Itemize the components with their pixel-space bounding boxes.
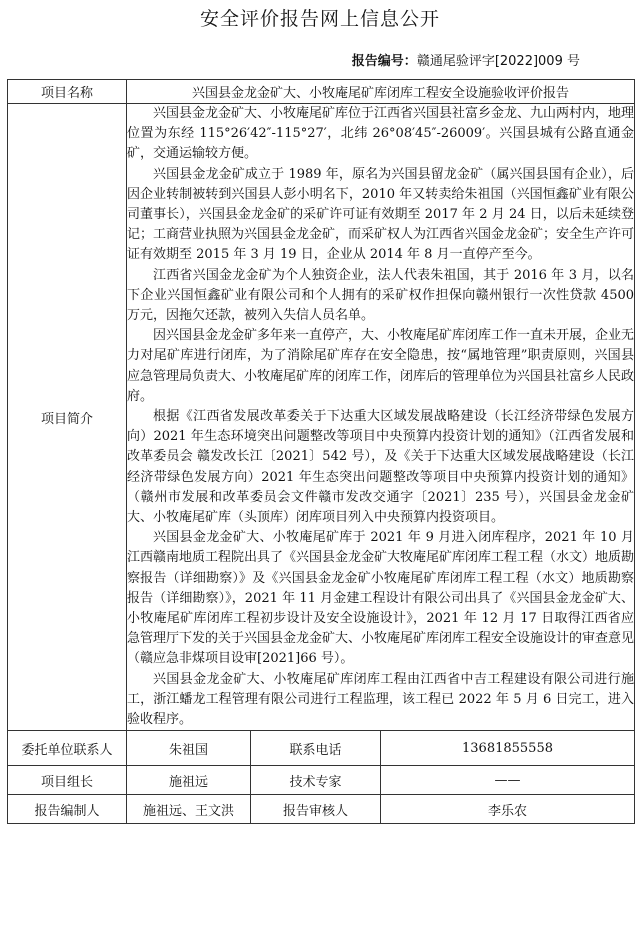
contact-value: 朱祖国 [127, 731, 251, 766]
intro-paragraph: 兴国县金龙金矿大、小牧庵尾矿库于 2021 年 9 月进入闭库程序，2021 年 10 月江西赣南地质工程院出具了《兴国县金龙金矿大牧庵尾矿库闭库工程工程（水文）地质勘察报告（详细勘察）》及《兴国县金龙金矿小牧庵尾矿库闭库工程工程（水文）地质勘察报告（详细勘察）》，2021 年 11 月金建工程设计有限公司出具了《兴国县金龙金矿大、小牧庵尾矿库闭库工程初步设计及安全设施设计》，2021 年 12 月 17 日取得江西省应急管理厅下发的关于兴国县金龙金矿大、小牧庵尾矿库闭库工程安全设施设计的审查意见（赣应急非煤项目设审[2021]66 号）。 [127, 530, 635, 667]
phone-value: 13681855558 [381, 731, 635, 766]
project-name-label: 项目名称 [8, 80, 127, 104]
report-number-label: 报告编号： [351, 54, 417, 69]
leader-label: 项目组长 [8, 766, 127, 795]
project-intro-row [8, 104, 635, 731]
project-name-value: 兴国县金龙金矿大、小牧庵尾矿库闭库工程安全设施验收评价报告 [127, 80, 635, 104]
reviewer-value: 李乐农 [381, 795, 635, 824]
info-table [7, 79, 635, 824]
contact-label: 委托单位联系人 [8, 731, 127, 766]
intro-paragraph: 兴国县金龙金矿大、小牧庵尾矿库位于江西省兴国县社富乡金龙、九山两村内，地理位置为东经 115°26′42″-115°27′，北纬 26°08′45″-26009′。兴国县城有公路直通金矿，交通运输较方便。 [127, 106, 635, 162]
intro-paragraph: 江西省兴国金龙金矿为个人独资企业，法人代表朱祖国，其于 2016 年 3 月，以名下企业兴国恒鑫矿业有限公司和个人拥有的采矿权作担保向赣州银行一次性贷款 4500 万元，因拖欠还款，被列入失信人员名单。 [127, 267, 635, 324]
report-number-value: 赣通尾验评字[2022]009 号 [416, 54, 580, 69]
intro-paragraph: 兴国县金龙金矿大、小牧庵尾矿库闭库工程由江西省中吉工程建设有限公司进行施工，浙江蟠龙工程管理有限公司进行工程监理，该工程已 2022 年 5 月 6 日完工，进入验收程序。 [127, 671, 635, 728]
page-title: 安全评价报告网上信息公开 [199, 8, 440, 30]
report-number [352, 50, 580, 69]
author-label: 报告编制人 [8, 795, 127, 824]
intro-paragraph: 根据《江西省发展改革委关于下达重大区域发展战略建设（长江经济带绿色发展方向）2021 年生态环境突出问题整改等项目中央预算内投资计划的通知》（江西省发展和改革委员会 赣发改长江〔2021〕542 号），及《关于下达重大区域发展战略建设（长江经济带绿色发展方向）2021 年生态突出问题整改等项目中央预算内投资计划的通知》（赣州市发展和改革委员会文件赣市发改交通字〔2021〕235 号），兴国县金龙金矿大、小牧庵尾矿库（头顶库）闭库项目列入中央预算内投资项目。 [127, 409, 635, 526]
project-intro-label: 项目简介 [8, 104, 127, 731]
intro-paragraph: 因兴国县金龙金矿多年来一直停产，大、小牧庵尾矿库闭库工作一直未开展，企业无力对尾矿库进行闭库，为了消除尾矿库存在安全隐患，按“属地管理”职责原则，兴国县应急管理局负责大、小牧庵尾矿库的闭库工作，闭库后的管理单位为兴国县社富乡人民政府。 [127, 328, 635, 404]
expert-label: 技术专家 [251, 766, 381, 795]
project-name-row [8, 80, 635, 104]
project-intro-cell [127, 104, 635, 731]
intro-paragraph: 兴国县金龙金矿成立于 1989 年，原名为兴国县留龙金矿（属兴国县国有企业），后因企业转制被转到兴国县人彭小明名下，2010 年又转卖给朱祖国（兴国恒鑫矿业有限公司董事长），兴国县金龙金矿的采矿许可证有效期至 2017 年 2 月 24 日，以后未延续登记；工商营业执照为兴国县金龙金矿，而采矿权人为江西省兴国金龙金矿；安全生产许可证有效期至 2015 年 3 月 19 日，企业从 2014 年 8 月一直停产至今。 [127, 166, 635, 263]
expert-value: —— [381, 766, 635, 795]
phone-label: 联系电话 [251, 731, 381, 766]
author-row [8, 795, 635, 824]
contact-row [8, 731, 635, 766]
project-intro-text [127, 104, 634, 730]
leader-value: 施祖远 [127, 766, 251, 795]
reviewer-label: 报告审核人 [251, 795, 381, 824]
leader-row [8, 766, 635, 795]
author-value: 施祖远、王文洪 [127, 795, 251, 824]
